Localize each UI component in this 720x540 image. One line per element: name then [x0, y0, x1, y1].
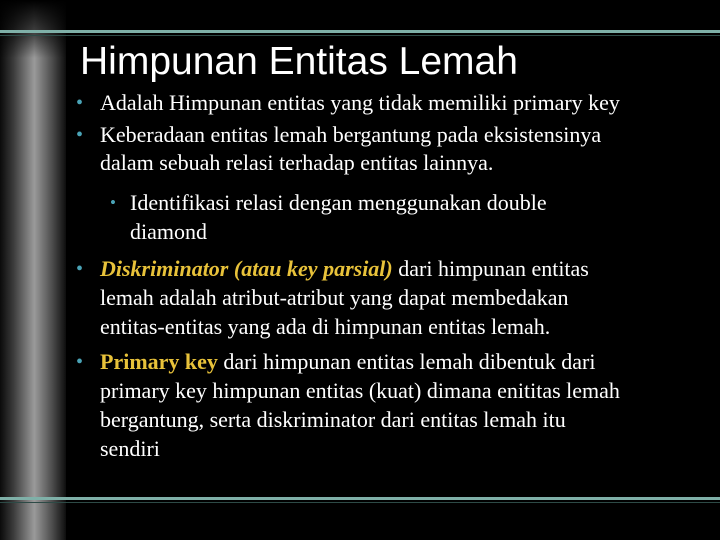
slide-body	[0, 89, 720, 469]
bullet-dot-icon: •	[76, 92, 84, 114]
bullet-4-line-4: sendiri	[100, 436, 160, 461]
bullet-4-line-3: bergantung, serta diskriminator dari entitas lemah itu	[100, 407, 566, 432]
top-rule-shadow	[0, 35, 720, 36]
sub-bullet-line-1: Identifikasi relasi dengan menggunakan double	[130, 190, 547, 215]
bottom-rule	[0, 497, 720, 500]
side-bar-shade	[0, 0, 66, 58]
bullet-3-line-1-rest: dari himpunan entitas	[392, 256, 589, 281]
sub-bullet-line-2: diamond	[130, 219, 207, 244]
discriminator-term: Diskriminator (atau key parsial)	[100, 256, 393, 281]
bullet-2-line-1: Keberadaan entitas lemah bergantung pada eksistensinya	[100, 122, 602, 147]
bullet-1-line-1: Adalah Himpunan entitas yang tidak memiliki primary key	[100, 90, 620, 115]
bullet-dot-icon: •	[76, 258, 84, 280]
bullet-3-line-1	[100, 255, 589, 283]
bullet-dot-icon: •	[76, 124, 84, 146]
slide-title: Himpunan Entitas Lemah	[80, 40, 518, 83]
bottom-rule-shadow	[0, 502, 720, 503]
bullet-dot-icon: •	[76, 351, 84, 373]
top-rule	[0, 30, 720, 33]
bullet-3-line-3: entitas-entitas yang ada di himpunan entitas lemah.	[100, 314, 551, 339]
bullet-4-line-1	[100, 348, 595, 376]
bullet-4-line-1-rest: dari himpunan entitas lemah dibentuk dari	[217, 349, 596, 374]
primary-key-term: Primary key	[100, 349, 218, 374]
bullet-3-line-2: lemah adalah atribut-atribut yang dapat membedakan	[100, 285, 569, 310]
sub-bullet-dot-icon: •	[110, 193, 116, 212]
bullet-4-line-2: primary key himpunan entitas (kuat) dimana enititas lemah	[100, 378, 620, 403]
bullet-2-line-2: dalam sebuah relasi terhadap entitas lainnya.	[100, 150, 494, 175]
